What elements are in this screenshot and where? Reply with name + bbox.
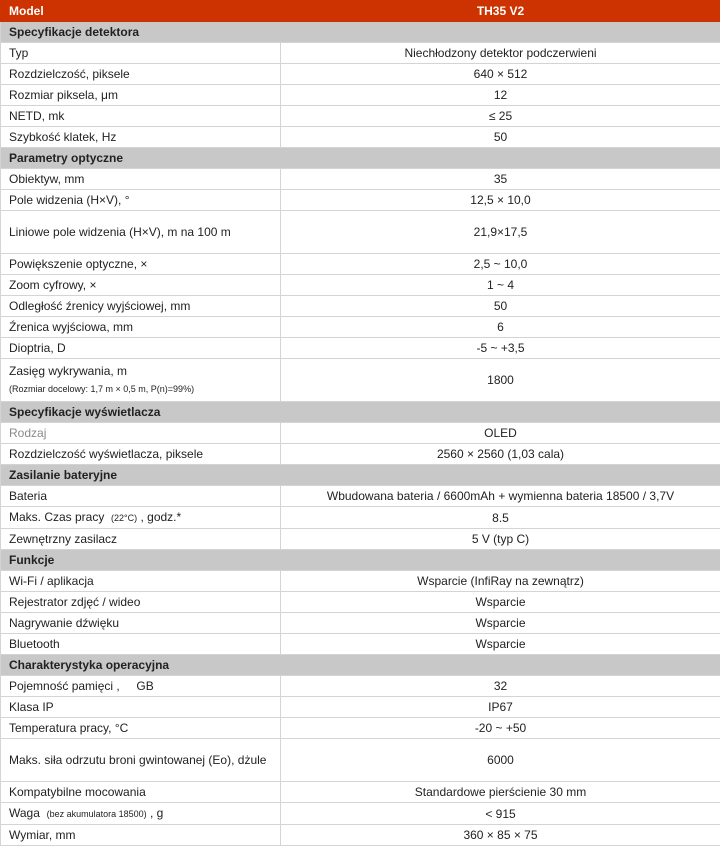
row-label: Rozdzielczość wyświetlacza, piksele [1,444,281,465]
table-row [1,254,720,275]
row-label: Pojemność pamięci , [9,679,120,693]
row-value: OLED [281,423,720,444]
table-row [1,613,720,634]
row-label: Temperatura pracy, °C [1,718,281,739]
row-value: 50 [281,296,720,317]
row-label: Obiektyw, mm [1,169,281,190]
row-value: 640 × 512 [281,64,720,85]
table-row [1,64,720,85]
row-label-suffix: , g [149,806,164,820]
row-label-composite [1,676,281,697]
row-label: Zasięg wykrywania, m [9,364,128,378]
row-label-note: (Rozmiar docelowy: 1,7 m × 0,5 m, P(n)=99%) [9,384,195,394]
row-value: 1800 [281,359,720,402]
table-row [1,634,720,655]
section-title: Funkcje [1,550,720,571]
table-row [1,127,720,148]
row-label-multiline [1,359,281,402]
row-label: Wi-Fi / aplikacja [1,571,281,592]
row-label: Bluetooth [1,634,281,655]
row-value: Niechłodzony detektor podczerwieni [281,43,720,64]
row-value: 12 [281,85,720,106]
row-value: 6000 [281,739,720,782]
row-label: Dioptria, D [1,338,281,359]
row-label: Rejestrator zdjęć / wideo [1,592,281,613]
table-row [1,507,720,529]
row-value: 32 [281,676,720,697]
table-row [1,296,720,317]
row-value: Wsparcie [281,634,720,655]
model-label: Model [1,1,281,22]
table-row [1,423,720,444]
row-label: Klasa IP [1,697,281,718]
row-label: Odległość źrenicy wyjściowej, mm [1,296,281,317]
row-label: Powiększenie optyczne, × [1,254,281,275]
table-row [1,43,720,64]
row-label: Kompatybilne mocowania [1,782,281,803]
row-label: Rozmiar piksela, μm [1,85,281,106]
row-value: 360 × 85 × 75 [281,825,720,846]
row-label: Źrenica wyjściowa, mm [1,317,281,338]
table-row [1,106,720,127]
row-value: 8.5 [281,507,720,529]
row-value: 21,9×17,5 [281,211,720,254]
section-optics [1,148,720,169]
section-functions [1,550,720,571]
table-row [1,486,720,507]
table-row [1,825,720,846]
row-value: Wsparcie [281,592,720,613]
table-row [1,782,720,803]
table-row [1,592,720,613]
row-label: Nagrywanie dźwięku [1,613,281,634]
table-row [1,359,720,402]
table-row [1,718,720,739]
row-label: Zewnętrzny zasilacz [1,529,281,550]
table-row [1,529,720,550]
row-label: Maks. siła odrzutu broni gwintowanej (Eo), dżule [1,739,281,782]
table-row [1,190,720,211]
row-label: Wymiar, mm [1,825,281,846]
section-title: Specyfikacje detektora [1,22,720,43]
row-value: 1 ~ 4 [281,275,720,296]
table-row [1,169,720,190]
table-row [1,317,720,338]
row-label: Pole widzenia (H×V), ° [1,190,281,211]
table-row [1,739,720,782]
section-display [1,402,720,423]
section-title: Parametry optyczne [1,148,720,169]
row-value: Wsparcie (InfiRay na zewnątrz) [281,571,720,592]
row-label: Rodzaj [1,423,281,444]
section-power [1,465,720,486]
product-name: TH35 V2 [281,1,720,22]
row-value: 5 V (typ C) [281,529,720,550]
section-detector [1,22,720,43]
row-value: 2560 × 2560 (1,03 cala) [281,444,720,465]
table-row [1,85,720,106]
row-label: Maks. Czas pracy [9,510,105,524]
row-label: Zoom cyfrowy, × [1,275,281,296]
row-value: ≤ 25 [281,106,720,127]
row-value: -5 ~ +3,5 [281,338,720,359]
row-label-note: (22°C) [111,513,138,523]
section-title: Zasilanie bateryjne [1,465,720,486]
row-label: Waga [9,806,40,820]
row-value: 2,5 ~ 10,0 [281,254,720,275]
row-label: Typ [1,43,281,64]
table-row [1,444,720,465]
row-label-suffix: GB [136,679,154,693]
section-title: Charakterystyka operacyjna [1,655,720,676]
row-value: 6 [281,317,720,338]
row-label-note: (bez akumulatora 18500) [46,809,147,819]
table-row [1,571,720,592]
row-label: Bateria [1,486,281,507]
table-row [1,803,720,825]
row-value: Standardowe pierścienie 30 mm [281,782,720,803]
row-value: 35 [281,169,720,190]
row-value: Wbudowana bateria / 6600mAh + wymienna bateria 18500 / 3,7V [281,486,720,507]
row-value: 12,5 × 10,0 [281,190,720,211]
row-value: -20 ~ +50 [281,718,720,739]
row-value: 50 [281,127,720,148]
table-header-row [1,1,720,22]
row-value: < 915 [281,803,720,825]
row-label-composite [1,507,281,529]
row-label: Szybkość klatek, Hz [1,127,281,148]
section-operation [1,655,720,676]
row-label: NETD, mk [1,106,281,127]
row-label: Liniowe pole widzenia (H×V), m na 100 m [1,211,281,254]
section-title: Specyfikacje wyświetlacza [1,402,720,423]
table-row [1,275,720,296]
row-label-composite [1,803,281,825]
row-label: Rozdzielczość, piksele [1,64,281,85]
table-row [1,211,720,254]
table-row [1,676,720,697]
row-value: Wsparcie [281,613,720,634]
table-row [1,338,720,359]
row-value: IP67 [281,697,720,718]
row-label-suffix: , godz.* [140,510,182,524]
table-row [1,697,720,718]
